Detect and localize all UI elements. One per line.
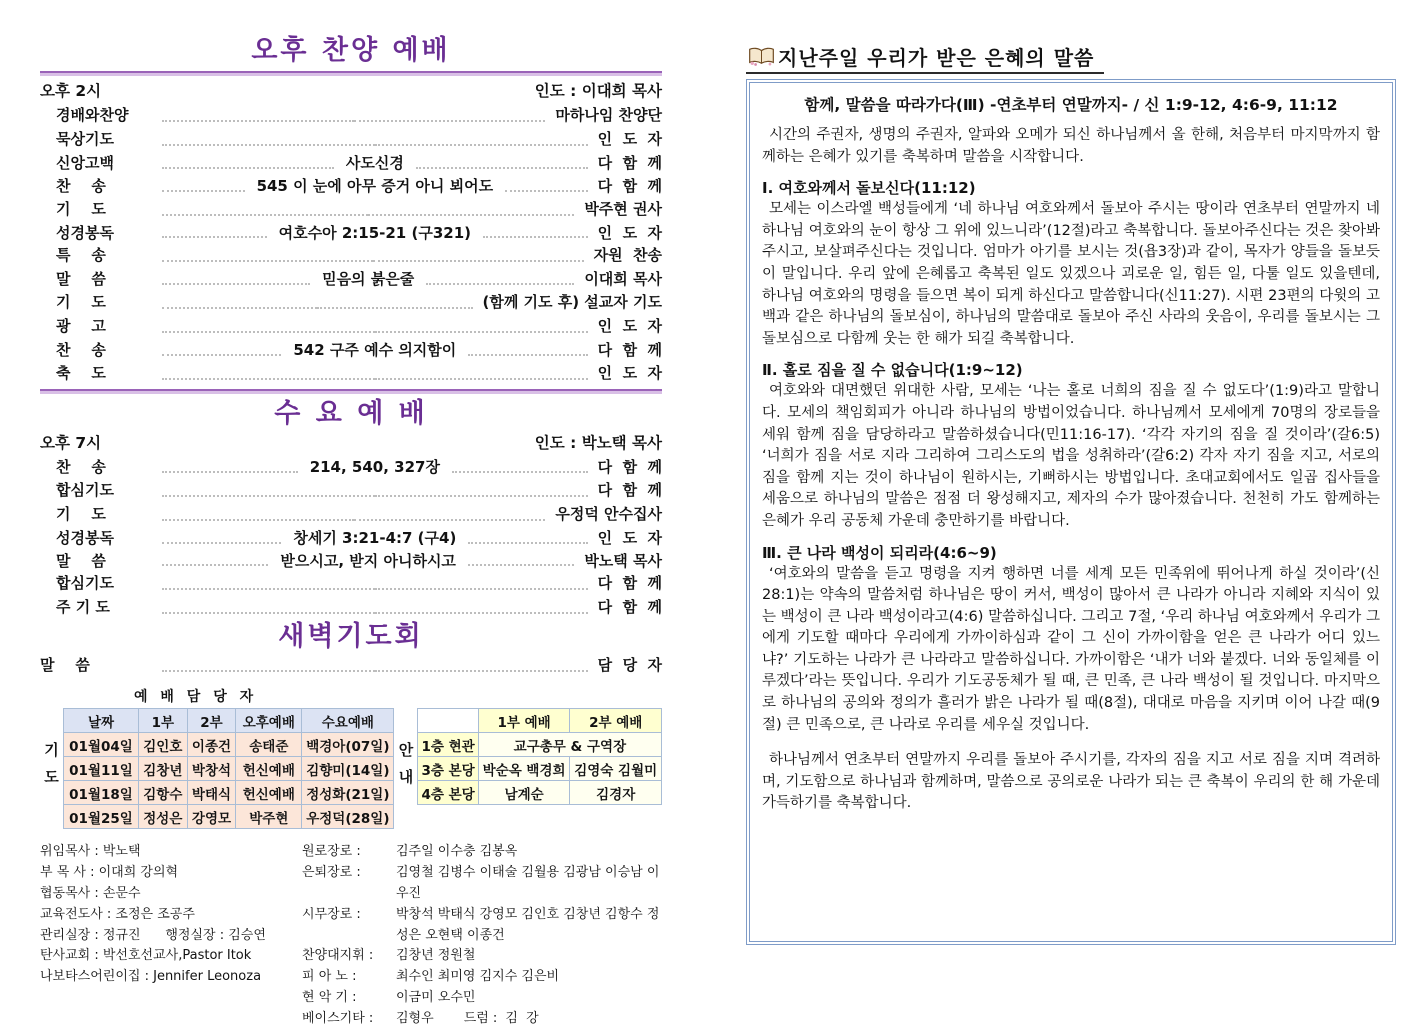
cell: 헌신예배	[236, 781, 302, 805]
sermon-closing: 하나님께서 연초부터 연말까지 우리를 돌보아 주시기를, 각자의 짐을 지고 서로 짐을 지며 격려하며, 기도함으로 하나님과 함께하며, 말씀으로 공의로운 나라가 되는 큰 축복이 우리의 한 해 가운데 가득하기를 축복합니다.	[762, 752, 1380, 812]
order-row	[40, 268, 662, 291]
cell: 헌신예배	[236, 757, 302, 781]
order-right: 인 도 자	[597, 363, 662, 382]
staff-line	[302, 1009, 662, 1030]
order-row	[40, 503, 662, 527]
sermon-intro: 시간의 주권자, 생명의 주권자, 알파와 오메가 되신 하나님께서 올 한해, 처음부터 마지막까지 함께하는 은혜가 있기를 축복하며 말씀을 시작합니다.	[762, 127, 1380, 165]
cell-date: 01월11일	[64, 757, 139, 781]
order-label: 합심기도	[56, 574, 114, 593]
staff-line	[302, 946, 662, 967]
staff-role: 드럼 :	[463, 1010, 498, 1026]
cell: 김향미(14일)	[302, 757, 394, 781]
service-time: 오후 7시	[40, 433, 102, 452]
order-row	[40, 291, 662, 315]
column-header: 2부	[187, 709, 236, 733]
dotted-leader	[162, 307, 472, 315]
order-right: 다 함 께	[597, 341, 662, 360]
order-row	[40, 244, 662, 268]
staff-names: 김창년 정원철	[396, 948, 476, 964]
staff-names: 최수인 최미영 김지수 김은비	[396, 969, 560, 985]
dotted-leader	[162, 120, 545, 128]
table-row	[64, 805, 394, 829]
cell: 백경아(07일)	[302, 733, 394, 757]
order-center: 여호수아 2:15-21 (구321)	[278, 223, 471, 242]
bulletin-left-page	[40, 34, 662, 1030]
sermon-section-heading: Ⅰ. 여호와께서 돌보신다(11:12)	[762, 179, 976, 198]
cell-date: 01월04일	[64, 733, 139, 757]
cell-place: 3층 본당	[418, 757, 478, 781]
dotted-leader	[162, 456, 588, 479]
cell: 강영모	[187, 805, 236, 829]
staff-role: 은퇴장로 :	[302, 865, 361, 881]
staff-column-left	[40, 842, 294, 1029]
staff-column-right	[294, 842, 662, 1029]
cell: 정성은	[138, 805, 187, 829]
order-label: 묵상기도	[56, 130, 114, 148]
order-right: 우정덕 안수집사	[555, 504, 662, 523]
cell: 김항수	[138, 781, 187, 805]
staff-role: 현 악 기 :	[302, 989, 357, 1005]
order-label: 성경봉독	[56, 223, 114, 242]
order-row	[40, 479, 662, 503]
staff-line: 관리실장 : 정규진 행정실장 : 김승연	[40, 927, 266, 943]
dotted-leader	[162, 670, 588, 678]
order-label: 특 송	[56, 246, 106, 265]
afternoon-order-list	[40, 104, 662, 386]
order-label: 경배와찬양	[56, 106, 129, 124]
service-time: 오후 2시	[40, 82, 102, 100]
order-row	[40, 104, 662, 128]
cell-place: 4층 본당	[418, 781, 478, 805]
column-header: 날짜	[64, 709, 139, 733]
duty-tables-section	[40, 708, 662, 829]
cell: 이종건	[187, 733, 236, 757]
staff-names: 김형우	[396, 1010, 434, 1026]
guide-side-label: 안내	[396, 741, 415, 796]
staff-line: 위임목사 : 박노택	[40, 844, 141, 860]
order-row	[40, 175, 662, 198]
sermon-section-body: ‘여호와의 말씀을 듣고 명령을 지켜 행하면 너를 세계 모든 민족위에 뛰어나게 하실 것이라’(신28:1)는 약속의 말씀처럼 하나님은 땅이 커서, 백성이 많아서 큰 나라가 아니라 지혜와 지식이 있는 백성이 큰 나라 백성이라고(4:6) 말씀하십니다. 그리고 7절, ‘우리 하나님 여호와께서 우리가 그에게 기도할 때마다 우리에게 가까이하심과 같이 그 신이 가까이함을 얻은 큰 나라가 어디 있느냐?’ 기도하는 나라가 큰 나라라고 말씀하십니다. 가까이함은 ‘내가 너와 붙겠다. 너와 동일체를 이루겠다’라는 뜻입니다. 우리가 기도공동체가 될 때, 큰 민족, 큰 나라 백성이 될 것입니다. 마지막으로 하나님의 공의와 정의가 흘러가 밝은 나라가 될 때(8절), 대대로 마음을 지키며 이어 나갈 때(9절) 큰 민족으로, 큰 나라로 우리를 세우실 것입니다.	[762, 565, 1380, 733]
dotted-leader	[162, 331, 588, 339]
order-label: 신앙고백	[56, 154, 114, 172]
order-label: 말 씀	[40, 656, 90, 675]
worship-duty-table	[63, 708, 394, 829]
order-row	[40, 152, 662, 175]
order-right: 인 도 자	[597, 223, 662, 242]
cell: 남계순	[478, 781, 570, 805]
order-right: 다 함 께	[597, 574, 662, 593]
staff-role: 피 아 노 :	[302, 969, 357, 985]
sermon-box-inner	[749, 82, 1393, 942]
staff-role: 시무장로 :	[302, 906, 361, 922]
order-right: (함께 기도 후) 설교자 기도	[482, 293, 662, 312]
dotted-leader	[162, 495, 588, 503]
order-center: 545 이 눈에 아무 증거 아니 뵈어도	[256, 176, 494, 195]
duty-table-caption: 예 배 담 당 자	[134, 689, 258, 706]
cell: 김경자	[570, 781, 662, 805]
table-header-row	[418, 709, 662, 733]
order-right: 마하나임 찬양단	[555, 106, 662, 124]
open-book-icon	[748, 46, 775, 67]
order-right: 자원 찬송	[593, 246, 662, 265]
staff-section	[40, 842, 662, 1029]
order-row	[40, 527, 662, 550]
order-row	[40, 550, 662, 573]
order-label: 기 도	[56, 504, 106, 523]
order-label: 말 씀	[56, 551, 106, 570]
order-right: 다 함 께	[597, 598, 662, 617]
cell: 김창년	[138, 757, 187, 781]
service-header-row	[40, 431, 662, 456]
sermon-section-body: 모세는 이스라엘 백성들에게 ‘네 하나님 여호와께서 돌보아 주시는 땅이라 연초부터 연말까지 네 하나님 여호와의 눈이 항상 그 위에 있느니라’(12절)라고 축복합니다. 돌보아주신다는 것은 찾아봐주시고, 보살펴주신다는 것입니다. 엄마가 아기를 보시는 것(욥3장)과 같이, 목자가 양들을 돌보듯이 말입니다. 우리 앞에 은혜롭고 축복된 일도 있겠으나 괴로운 일, 힘든 일, 다툴 일도 있을텐데, 하나님 여호와의 명령을 들으면 복이 되게 하신다고 말씀합니다(신11:27). 시편 23편의 다윗의 고백과 같은 하나님의 돌보심이, 하나님의 말씀대로 돌보아 주신 사라의 웃음이, 우리를 돌보시는 그 돌보심으로 다함께 웃는 한 해가 되길 축복합니다.	[762, 201, 1380, 347]
sermon-section-body: 여호와와 대면했던 위대한 사람, 모세는 ‘나는 홀로 너희의 짐을 질 수 없도다’(1:9)라고 말합니다. 모세의 책임회피가 아니라 하나님의 방법이었습니다. 하나님께서 모세에게 70명의 장로들을 세워 함께 짐을 담당하라고 말씀하셨습니다(민11:16-17). ‘각각 자기의 짐을 질 것이라’(갈6:5) ‘너희가 짐을 서로 지라 그리하여 그리스도의 법을 성취하라’(갈6:2) 각자 자기 짐을 지고, 서로의 짐을 함께 지는 것이 하나님이 원하시는, 기뻐하시는 방법입니다. 초대교회에서도 일곱 집사들을 세움으로 하나님의 말씀은 점점 더 왕성해지고, 제자의 수가 많아졌습니다. 천천히 가도 함께하는 은혜가 우리 공동체 가운데 충만하기를 바랍니다.	[762, 383, 1380, 529]
order-right: 박주현 권사	[584, 199, 662, 218]
staff-names: 이금미 오수민	[396, 989, 476, 1005]
dotted-leader	[162, 214, 574, 222]
service-title-afternoon: 오후 찬양 예배	[251, 35, 451, 66]
order-label: 기 도	[56, 199, 106, 218]
staff-line	[302, 842, 662, 863]
order-right: 이대희 목사	[584, 270, 662, 289]
order-right: 박노택 목사	[584, 551, 662, 570]
order-row	[40, 456, 662, 479]
order-label: 찬 송	[56, 341, 106, 360]
staff-names: 김 강	[505, 1010, 539, 1026]
order-right: 인 도 자	[597, 317, 662, 336]
staff-line: 협동목사 : 손문수	[40, 885, 141, 901]
dotted-leader	[162, 144, 588, 152]
order-right: 인 도 자	[597, 130, 662, 148]
order-right: 다 함 께	[597, 480, 662, 499]
order-label: 광 고	[56, 317, 106, 336]
staff-line: 탄사교회 : 박선호선교사,Pastor Itok	[40, 948, 252, 964]
staff-role: 찬양대지휘 :	[302, 948, 374, 964]
table-row	[64, 781, 394, 805]
order-label: 주 기 도	[56, 598, 110, 617]
dotted-leader	[162, 268, 574, 291]
cell: 우정덕(28일)	[302, 805, 394, 829]
table-row	[418, 757, 662, 781]
dotted-leader	[162, 612, 588, 620]
order-row	[40, 339, 662, 362]
staff-line	[302, 967, 662, 988]
cell: 김인호	[138, 733, 187, 757]
order-row	[40, 654, 662, 678]
dotted-leader	[162, 588, 588, 596]
column-header: 오후예배	[236, 709, 302, 733]
table-row	[64, 757, 394, 781]
sermon-section-heading: Ⅲ. 큰 나라 백성이 되리라(4:6~9)	[762, 543, 997, 562]
wednesday-order-list	[40, 456, 662, 620]
order-row	[40, 222, 662, 245]
sermon-page-title: 지난주일 우리가 받은 은혜의 말씀	[778, 46, 1095, 70]
order-right: 인 도 자	[597, 528, 662, 547]
order-label: 말 씀	[56, 270, 106, 289]
service-header-row	[40, 79, 662, 104]
sermon-header	[746, 42, 1104, 74]
cell-place: 1층 현관	[418, 733, 478, 757]
service-leader: 인도 : 이대희 목사	[534, 82, 662, 100]
staff-line	[302, 988, 662, 1009]
column-header: 2부 예배	[570, 709, 662, 733]
order-row	[40, 362, 662, 386]
cell: 정성화(21일)	[302, 781, 394, 805]
order-row	[40, 128, 662, 152]
staff-names: 박창석 박태식 강영모 김인호 김창년 김항수 정성은 오현택 이종건	[396, 906, 660, 943]
order-center: 214, 540, 327장	[309, 457, 440, 476]
service-leader: 인도 : 박노택 목사	[534, 433, 662, 452]
order-label: 기 도	[56, 293, 106, 312]
cell: 송태준	[236, 733, 302, 757]
sermon-box	[746, 79, 1396, 945]
table-row	[64, 733, 394, 757]
order-center: 믿음의 붉은줄	[322, 270, 415, 289]
dotted-leader	[162, 260, 584, 268]
order-row	[40, 572, 662, 596]
cell: 박창석	[187, 757, 236, 781]
staff-line: 부 목 사 : 이대희 강의혁	[40, 865, 179, 881]
column-header-blank	[418, 709, 478, 733]
staff-role: 원로장로 :	[302, 844, 361, 860]
table-header-row	[64, 709, 394, 733]
duty-side-label: 기도	[42, 741, 60, 796]
dotted-leader	[162, 378, 588, 386]
staff-names: 김주일 이수충 김봉옥	[396, 844, 518, 860]
cell-date: 01월25일	[64, 805, 139, 829]
dawn-order-list	[40, 654, 662, 678]
cell-date: 01월18일	[64, 781, 139, 805]
staff-names: 김영철 김병수 이태술 김월용 김광남 이승남 이우진	[396, 865, 660, 901]
dotted-leader	[162, 527, 588, 550]
order-label: 찬 송	[56, 176, 106, 195]
staff-line	[302, 905, 662, 947]
service-title-wednesday: 수 요 예 배	[274, 397, 428, 429]
service-title-dawn: 새벽기도회	[278, 621, 424, 653]
cell-span: 교구총무 & 구역장	[478, 733, 661, 757]
order-label: 축 도	[56, 363, 106, 382]
order-label: 찬 송	[56, 457, 106, 476]
dotted-leader	[162, 222, 588, 245]
dotted-leader	[162, 550, 574, 573]
sermon-title: 함께, 말씀을 따라가다(Ⅲ) -연초부터 연말까지- / 신 1:9-12, 4:6-9, 11:12	[804, 96, 1338, 114]
cell: 박태식	[187, 781, 236, 805]
dotted-leader	[162, 152, 588, 175]
sermon-section-heading: Ⅱ. 홀로 짐을 질 수 없습니다(1:9~12)	[762, 361, 1023, 380]
purple-divider	[40, 389, 662, 394]
table-row	[418, 733, 662, 757]
cell: 박순옥 백경희	[478, 757, 570, 781]
order-row	[40, 198, 662, 222]
staff-line: 교육전도사 : 조정은 조공주	[40, 906, 195, 922]
order-center: 사도신경	[345, 154, 404, 172]
staff-line: 나보타스어린이집 : Jennifer Leonoza	[40, 969, 262, 985]
column-header: 1부	[138, 709, 187, 733]
staff-role: 베이스기타 :	[302, 1010, 374, 1026]
table-row	[418, 781, 662, 805]
staff-line	[302, 863, 662, 905]
order-center: 창세기 3:21-4:7 (구4)	[293, 528, 457, 547]
order-row	[40, 596, 662, 620]
order-right: 다 함 께	[597, 176, 662, 195]
cell: 김영숙 김월미	[570, 757, 662, 781]
order-label: 합심기도	[56, 480, 114, 499]
order-right: 다 함 께	[597, 154, 662, 172]
dotted-leader	[162, 339, 588, 362]
order-right: 담 당 자	[597, 656, 662, 675]
order-center: 받으시고, 받지 아니하시고	[280, 551, 456, 570]
purple-divider	[40, 71, 662, 76]
order-row	[40, 315, 662, 339]
order-right: 다 함 께	[597, 457, 662, 476]
order-center: 542 구주 예수 의지함이	[293, 341, 457, 360]
column-header: 1부 예배	[478, 709, 570, 733]
cell: 박주현	[236, 805, 302, 829]
usher-guide-table	[417, 708, 662, 805]
dotted-leader	[162, 175, 588, 198]
dotted-leader	[162, 519, 545, 527]
bulletin-right-page	[746, 42, 1396, 945]
column-header: 수요예배	[302, 709, 394, 733]
order-label: 성경봉독	[56, 528, 114, 547]
